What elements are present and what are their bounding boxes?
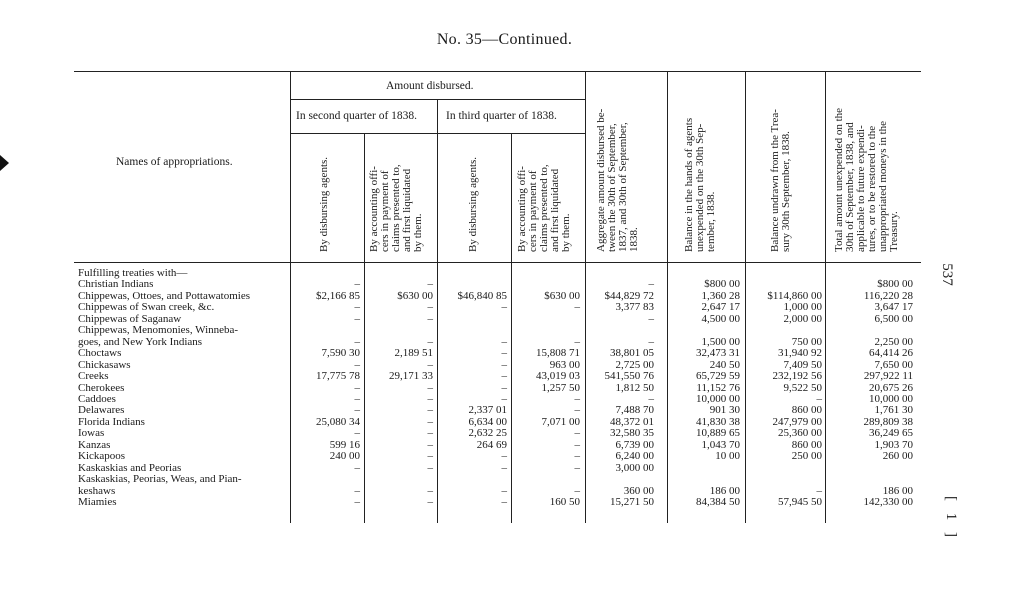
cell-c3: 2,337 01 — [468, 404, 507, 417]
cell-c1: 25,080 34 — [316, 415, 360, 428]
cell-c1: – — [354, 278, 360, 291]
amount-disbursed-rule — [290, 99, 586, 100]
table-top-rule — [74, 71, 921, 72]
cell-c6: 84,384 50 — [696, 496, 740, 508]
cell-c5: 32,580 35 — [610, 427, 654, 440]
cell-c7: 860 00 — [791, 438, 822, 451]
cell-c8: 2,250 00 — [874, 335, 913, 348]
table-row — [0, 462, 1009, 474]
cell-c5: 38,801 05 — [610, 347, 654, 360]
cell-c5: 6,739 00 — [615, 438, 654, 451]
header-bottom-rule — [74, 262, 921, 263]
cell-c6: 1,360 28 — [701, 289, 740, 302]
appropriation-name: Chickasaws — [78, 358, 131, 371]
cell-c3: – — [501, 484, 507, 497]
cell-c8: 36,249 65 — [869, 427, 913, 440]
cell-c5: 6,240 00 — [615, 450, 654, 463]
cell-c2: – — [427, 427, 433, 440]
cell-c1: 599 16 — [329, 438, 360, 451]
table-row — [0, 439, 1009, 451]
table-row — [0, 382, 1009, 394]
cell-c4: – — [574, 427, 580, 440]
table-row — [0, 450, 1009, 462]
cell-c2: – — [427, 392, 433, 405]
cell-c5: – — [648, 335, 654, 348]
cell-c2: – — [427, 450, 433, 463]
appropriation-name: Chippewas of Swan creek, &c. — [78, 301, 215, 314]
cell-c3: – — [501, 496, 507, 508]
cell-c5: – — [648, 278, 654, 291]
document-reference: [ 1 ] — [943, 496, 959, 541]
cell-c5: 7,488 70 — [615, 404, 654, 417]
table-row — [0, 485, 1009, 497]
table-row — [0, 347, 1009, 359]
cell-c7: 1,000 00 — [783, 301, 822, 314]
cell-c7: $114,860 00 — [767, 289, 822, 302]
cell-c4: 43,019 03 — [536, 370, 580, 383]
appropriation-name: Chippewas of Saganaw — [78, 312, 182, 325]
cell-c2: – — [427, 461, 433, 474]
cell-c3: – — [501, 381, 507, 394]
cell-c2: 2,189 51 — [394, 347, 433, 360]
cell-c2: $630 00 — [397, 289, 433, 302]
cell-c2: – — [427, 381, 433, 394]
cell-c1: – — [354, 427, 360, 440]
cell-c6: 1,043 70 — [701, 438, 740, 451]
cell-c1: – — [354, 358, 360, 371]
cell-c2: – — [427, 312, 433, 325]
cell-c4: – — [574, 301, 580, 314]
appropriation-name: goes, and New York Indians — [78, 335, 203, 348]
cell-c2: – — [427, 278, 433, 291]
table-row — [0, 359, 1009, 371]
cell-c5: $44,829 72 — [604, 289, 654, 302]
cell-c2: – — [427, 415, 433, 428]
table-row — [0, 324, 1009, 336]
cell-c2: 29,171 33 — [389, 370, 433, 383]
appropriation-name: Iowas — [78, 427, 105, 440]
cell-c6: 10 00 — [715, 450, 740, 463]
appropriation-name: Chippewas, Ottoes, and Pottawatomies — [78, 289, 251, 302]
cell-c2: – — [427, 358, 433, 371]
table-row — [0, 427, 1009, 439]
cell-c6: 10,000 00 — [696, 392, 740, 405]
cell-c1: – — [354, 461, 360, 474]
cell-c6: 186 00 — [709, 484, 740, 497]
cell-c2: – — [427, 484, 433, 497]
cell-c3: 264 69 — [476, 438, 507, 451]
cell-c7: 250 00 — [791, 450, 822, 463]
page-title: No. 35—Continued. — [436, 31, 573, 48]
cell-c2: – — [427, 404, 433, 417]
cell-c5: 3,377 83 — [615, 301, 654, 314]
cell-c8: 289,809 38 — [863, 415, 913, 428]
cell-c3: – — [501, 358, 507, 371]
table-row — [0, 278, 1009, 290]
cell-c3: 2,632 25 — [468, 427, 507, 440]
cell-c6: 11,152 76 — [696, 381, 740, 394]
cell-c8: 116,220 28 — [863, 289, 913, 302]
cell-c6: 4,500 00 — [701, 312, 740, 325]
cell-c4: 7,071 00 — [541, 415, 580, 428]
appropriation-name: Miamies — [78, 496, 117, 508]
cell-c5: 48,372 01 — [610, 415, 654, 428]
appropriation-name: keshaws — [78, 484, 116, 497]
cell-c7: 860 00 — [791, 404, 822, 417]
appropriation-name: Caddoes — [78, 392, 116, 405]
cell-c3: 6,634 00 — [468, 415, 507, 428]
appropriation-name: Kickapoos — [78, 450, 126, 463]
cell-c8: 186 00 — [882, 484, 913, 497]
table-row — [0, 301, 1009, 313]
table-row — [0, 267, 1009, 279]
appropriation-name: Delawares — [78, 404, 125, 417]
cell-c7: – — [816, 392, 822, 405]
cell-c4: – — [574, 484, 580, 497]
col-header-balance-treasury: Balance undrawn from the Trea- sury 30th September, 1838. — [769, 109, 792, 252]
table-row — [0, 393, 1009, 405]
cell-c7: 57,945 50 — [778, 496, 822, 508]
cell-c6: 901 30 — [709, 404, 740, 417]
col-header-balance-agents: Balance in the hands of agents unexpended on the 30th Sep- tember, 1838. — [683, 117, 717, 252]
cell-c4: – — [574, 335, 580, 348]
cell-c4: 15,808 71 — [536, 347, 580, 360]
cell-c3: – — [501, 450, 507, 463]
page-number: 537 — [938, 263, 955, 286]
cell-c4: – — [574, 404, 580, 417]
cell-c8: 1,761 30 — [874, 404, 913, 417]
cell-c8: 6,500 00 — [874, 312, 913, 325]
cell-c4: – — [574, 392, 580, 405]
cell-c8: 1,903 70 — [874, 438, 913, 451]
cell-c6: 32,473 31 — [696, 347, 740, 360]
cell-c1: 240 00 — [329, 450, 360, 463]
cell-c7: 25,360 00 — [778, 427, 822, 440]
cell-c8: 7,650 00 — [874, 358, 913, 371]
cell-c4: $630 00 — [544, 289, 580, 302]
appropriation-name: Kanzas — [78, 438, 111, 451]
table-row — [0, 416, 1009, 428]
cell-c4: – — [574, 438, 580, 451]
cell-c5: 3,000 00 — [615, 461, 654, 474]
quarter-rule — [290, 133, 586, 134]
cell-c7: 31,940 92 — [778, 347, 822, 360]
margin-marker — [0, 155, 9, 171]
appropriation-name: Creeks — [78, 370, 109, 383]
third-quarter-header: In third quarter of 1838. — [446, 110, 557, 122]
appropriation-name: Kaskaskias, Peorias, Weas, and Pian- — [78, 473, 242, 486]
cell-c8: 3,647 17 — [874, 301, 913, 314]
cell-c7: 232,192 56 — [772, 370, 822, 383]
cell-c7: 750 00 — [791, 335, 822, 348]
cell-c7: 247,979 00 — [772, 415, 822, 428]
cell-c6: 1,500 00 — [701, 335, 740, 348]
cell-c6: 41,830 38 — [696, 415, 740, 428]
table-row — [0, 496, 1009, 508]
appropriation-name: Cherokees — [78, 381, 125, 394]
cell-c5: – — [648, 392, 654, 405]
cell-c1: – — [354, 484, 360, 497]
cell-c8: 10,000 00 — [869, 392, 913, 405]
appropriation-name: Choctaws — [78, 347, 122, 360]
cell-c3: – — [501, 301, 507, 314]
cell-c4: 1,257 50 — [541, 381, 580, 394]
cell-c2: – — [427, 438, 433, 451]
cell-c7: 2,000 00 — [783, 312, 822, 325]
cell-c8: 20,675 26 — [869, 381, 913, 394]
table-row — [0, 404, 1009, 416]
cell-c1: – — [354, 381, 360, 394]
cell-c8: 64,414 26 — [869, 347, 913, 360]
col-header-second-agents: By disbursing agents. — [318, 156, 330, 252]
cell-c4: 160 50 — [549, 496, 580, 508]
cell-c4: – — [574, 450, 580, 463]
amount-disbursed-header: Amount disbursed. — [386, 80, 474, 92]
cell-c1: 7,590 30 — [321, 347, 360, 360]
cell-c3: – — [501, 347, 507, 360]
col-header-third-officers: By accounting offi- cers in payment of claims presented to, and first liquidated by them. — [516, 164, 572, 252]
cell-c8: $800 00 — [877, 278, 913, 291]
cell-c1: $2,166 85 — [316, 289, 360, 302]
col-header-third-agents: By disbursing agents. — [467, 156, 479, 252]
cell-c7: 7,409 50 — [783, 358, 822, 371]
cell-c2: – — [427, 496, 433, 508]
cell-c7: 9,522 50 — [783, 381, 822, 394]
cell-c3: – — [501, 461, 507, 474]
appropriation-name: Chippewas, Menomonies, Winneba- — [78, 324, 239, 337]
col-header-second-officers: By accounting offi- cers in payment of claims presented to, and first liquidated by them. — [368, 164, 424, 252]
cell-c3: – — [501, 392, 507, 405]
cell-c6: 240 50 — [709, 358, 740, 371]
cell-c2: – — [427, 301, 433, 314]
col-header-total: Total amount unexpended on the 30th of September, 1838, and applicable to future expendi- tures, or to be restored to the unappropriated moneys in the Treasury. — [833, 107, 900, 252]
cell-c1: – — [354, 404, 360, 417]
cell-c1: – — [354, 335, 360, 348]
cell-c2: – — [427, 335, 433, 348]
cell-c3: $46,840 85 — [457, 289, 507, 302]
cell-c1: – — [354, 496, 360, 508]
cell-c5: 360 00 — [623, 484, 654, 497]
cell-c4: 963 00 — [549, 358, 580, 371]
table-row — [0, 336, 1009, 348]
cell-c8: 260 00 — [882, 450, 913, 463]
appropriation-name: Fulfilling treaties with— — [78, 267, 188, 279]
col-header-aggregate: Aggregate amount disbursed be- tween the 30th of September, 1837, and 30th of September, 1838. — [595, 108, 640, 252]
cell-c3: – — [501, 370, 507, 383]
table-row — [0, 473, 1009, 485]
appropriation-name: Kaskaskias and Peorias — [78, 461, 182, 474]
appropriation-name: Christian Indians — [78, 278, 154, 291]
cell-c5: 2,725 00 — [615, 358, 654, 371]
cell-c1: 17,775 78 — [316, 370, 360, 383]
cell-c8: 142,330 00 — [863, 496, 913, 508]
appropriation-name: Florida Indians — [78, 415, 145, 428]
cell-c6: 65,729 59 — [696, 370, 740, 383]
names-header: Names of appropriations. — [116, 156, 233, 168]
table-row — [0, 290, 1009, 302]
cell-c5: 1,812 50 — [615, 381, 654, 394]
second-quarter-header: In second quarter of 1838. — [296, 110, 418, 122]
cell-c6: 2,647 17 — [701, 301, 740, 314]
cell-c1: – — [354, 392, 360, 405]
cell-c7: – — [816, 484, 822, 497]
cell-c3: – — [501, 335, 507, 348]
table-row — [0, 313, 1009, 325]
cell-c4: – — [574, 461, 580, 474]
cell-c1: – — [354, 312, 360, 325]
cell-c6: 10,889 65 — [696, 427, 740, 440]
cell-c8: 297,922 11 — [863, 370, 913, 383]
cell-c6: $800 00 — [704, 278, 740, 291]
cell-c5: 15,271 50 — [610, 496, 654, 508]
cell-c5: 541,550 76 — [604, 370, 654, 383]
cell-c5: – — [648, 312, 654, 325]
table-row — [0, 370, 1009, 382]
cell-c1: – — [354, 301, 360, 314]
